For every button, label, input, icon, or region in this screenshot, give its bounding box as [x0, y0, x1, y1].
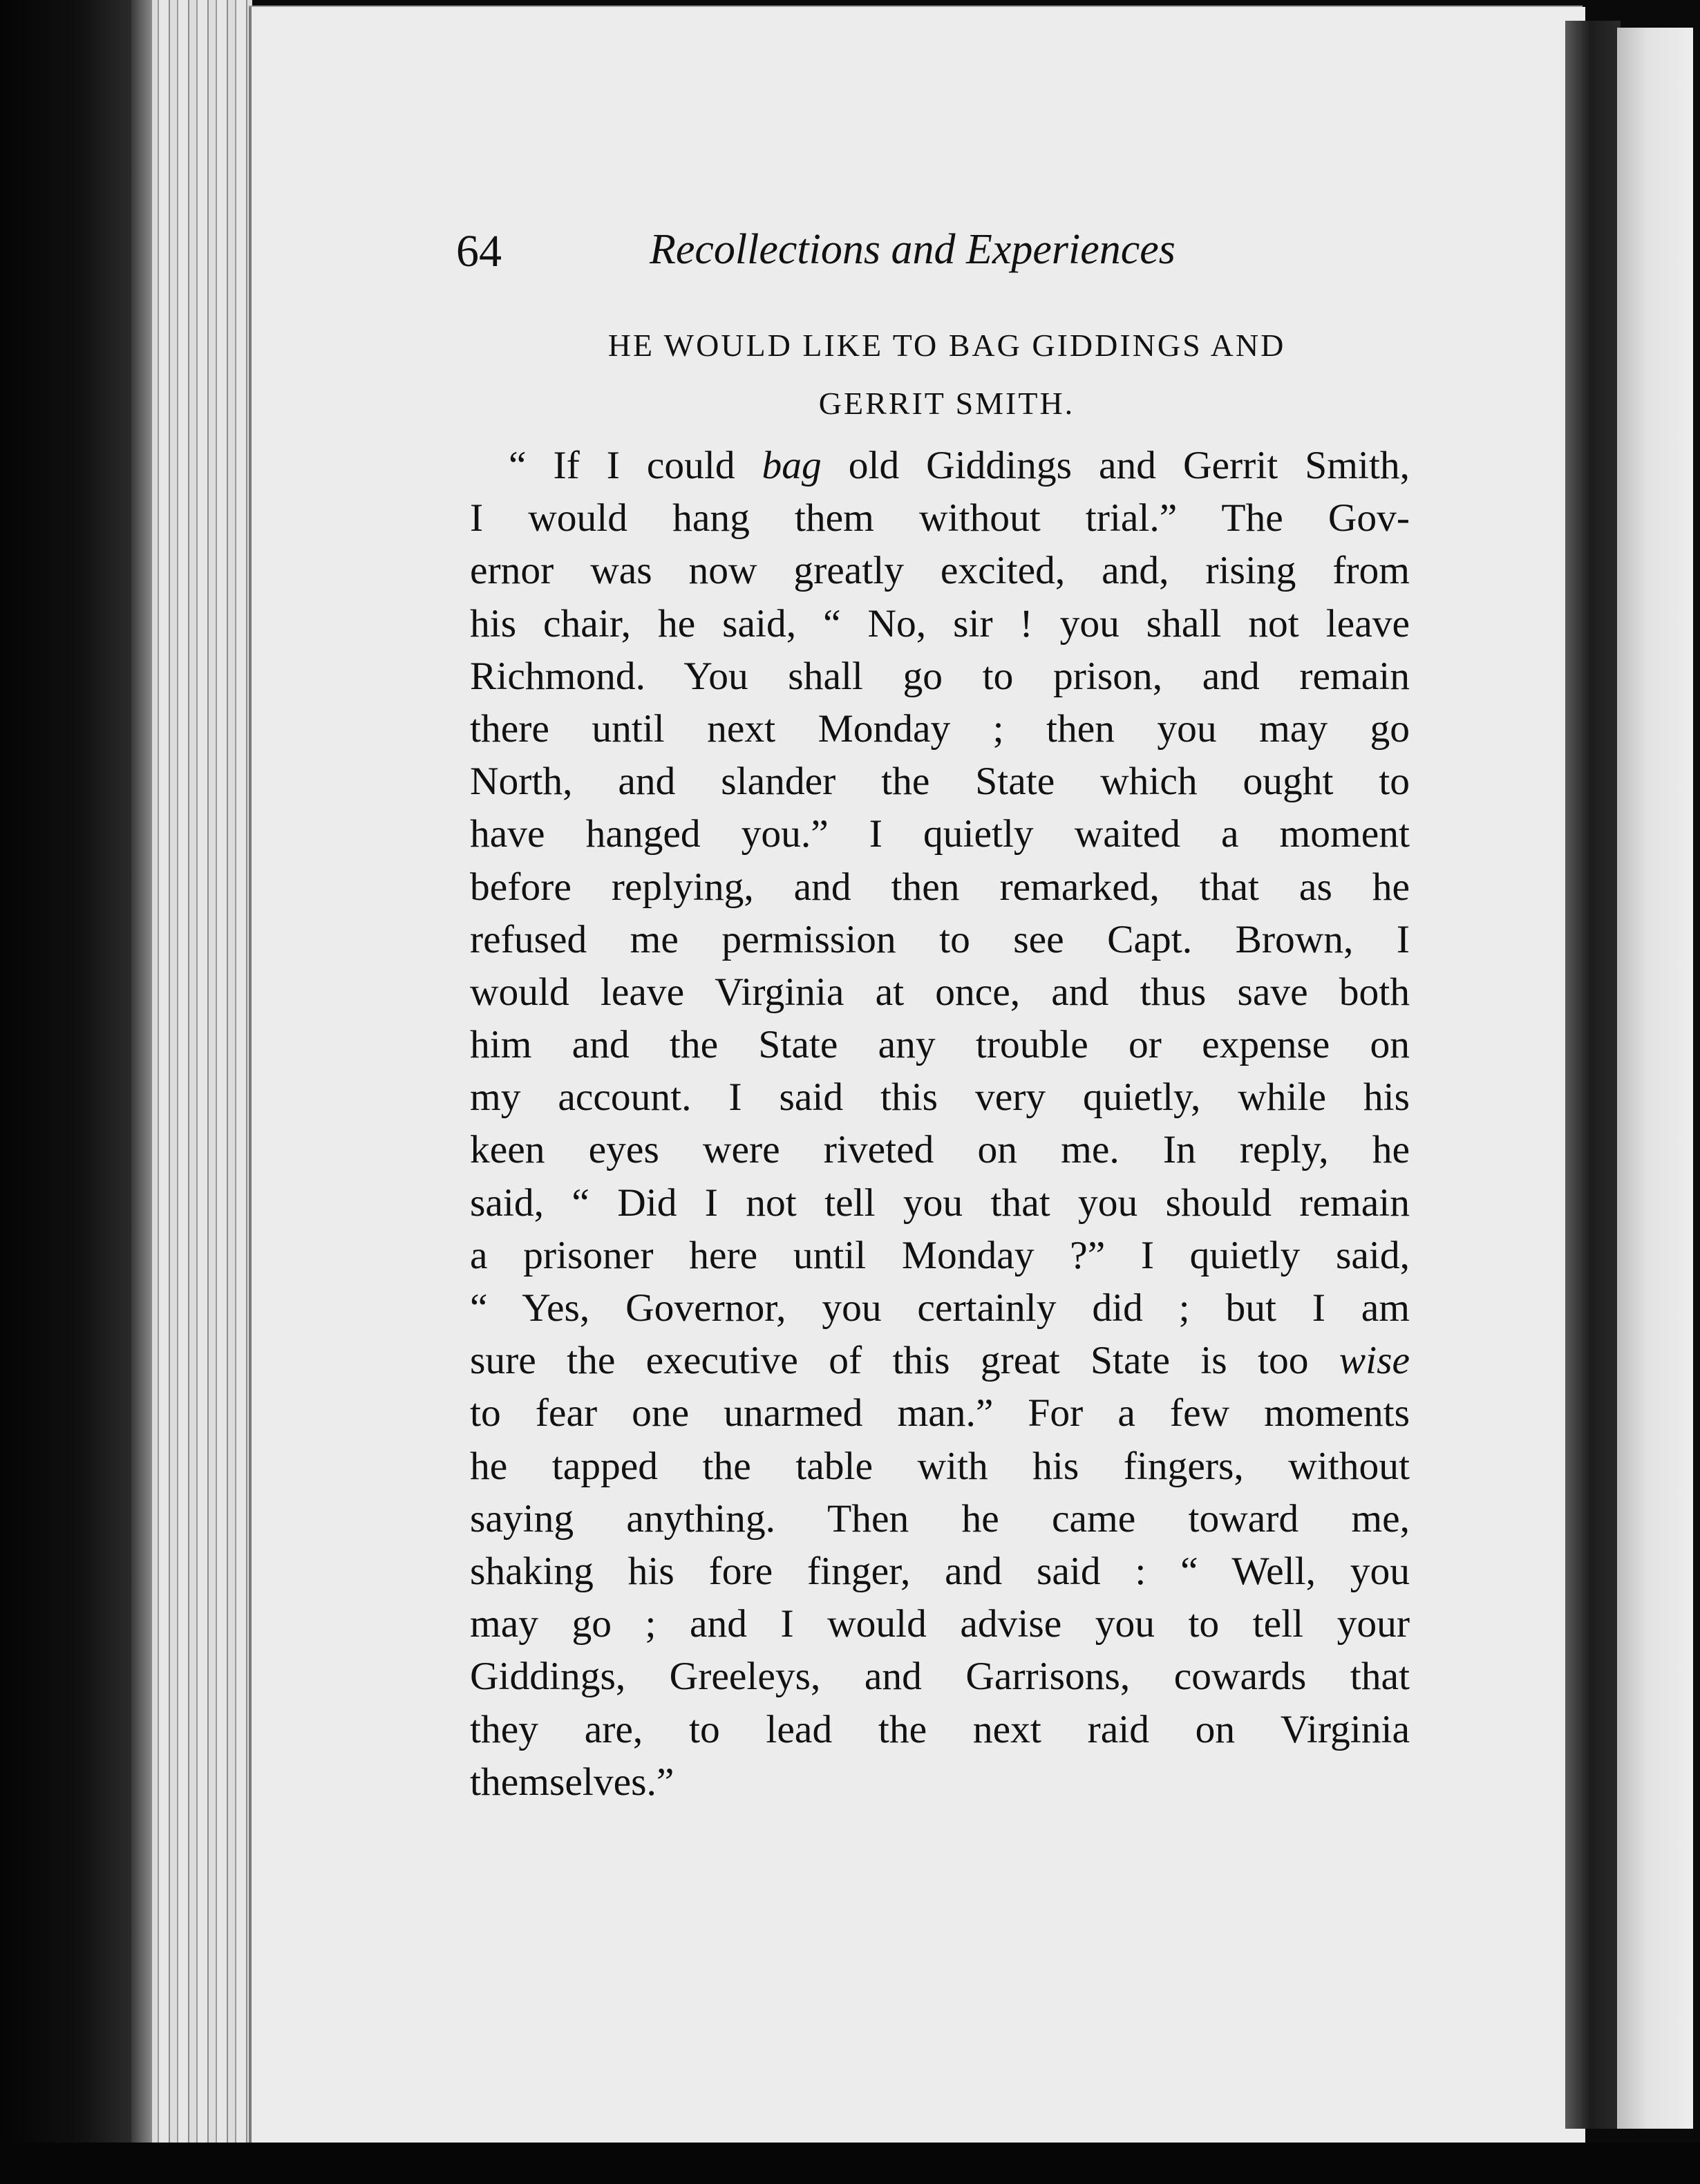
gutter-shadow	[1565, 21, 1621, 2129]
body-line: Richmond. You shall go to prison, and remain	[470, 654, 1410, 698]
body-line: have hanged you.” I quietly waited a moment	[470, 812, 1410, 856]
section-heading-line-2: GERRIT SMITH.	[818, 386, 1075, 421]
body-line: would leave Virginia at once, and thus save both	[470, 970, 1410, 1014]
book-spine-shadow	[0, 0, 131, 2184]
body-line: Giddings, Greeleys, and Garrisons, cowards that	[470, 1655, 1410, 1699]
body-line: keen eyes were riveted on me. In reply, he	[470, 1128, 1410, 1172]
facing-page-edge	[1617, 28, 1693, 2129]
section-heading-line-1: HE WOULD LIKE TO BAG GIDDINGS AND	[607, 328, 1286, 363]
running-title: Recollections and Experiences	[650, 226, 1175, 273]
body-line: he tapped the table with his fingers, without	[470, 1444, 1410, 1488]
body-line: sure the executive of this great State is too wise	[470, 1339, 1410, 1383]
body-line: “ Yes, Governor, you certainly did ; but I am	[470, 1286, 1410, 1330]
body-line: him and the State any trouble or expense on	[470, 1023, 1410, 1067]
body-line: said, “ Did I not tell you that you should remain	[470, 1180, 1410, 1225]
body-line: North, and slander the State which ought to	[470, 760, 1410, 804]
page-number: 64	[456, 226, 502, 276]
body-line: shaking his fore finger, and said : “ Well, you	[470, 1549, 1410, 1593]
scan-bottom-border	[0, 2143, 1700, 2184]
body-text	[470, 440, 1410, 1809]
running-head	[456, 225, 1216, 281]
body-line: “ If I could bag old Giddings and Gerrit Smith,	[509, 444, 1410, 487]
body-line: they are, to lead the next raid on Virginia	[470, 1707, 1410, 1751]
body-line: ernor was now greatly excited, and, rising from	[470, 549, 1410, 593]
section-heading	[484, 317, 1410, 433]
emphasis-word: wise	[1339, 1339, 1410, 1383]
body-line: themselves.”	[470, 1760, 674, 1804]
body-line: before replying, and then remarked, that as he	[470, 865, 1410, 909]
body-line: I would hang them without trial.” The Gov-	[470, 496, 1410, 540]
body-line: there until next Monday ; then you may go	[470, 706, 1410, 751]
page-edges-shadow	[131, 0, 152, 2156]
body-line: refused me permission to see Capt. Brown, I	[470, 917, 1410, 961]
body-line: to fear one unarmed man.” For a few moments	[470, 1391, 1410, 1435]
body-line: saying anything. Then he came toward me,	[470, 1496, 1410, 1541]
body-line: my account. I said this very quietly, while his	[470, 1075, 1410, 1120]
emphasis-word: bag	[762, 444, 822, 487]
body-line: his chair, he said, “ No, sir ! you shall not leave	[470, 601, 1410, 646]
body-line: a prisoner here until Monday ?” I quietly said,	[470, 1233, 1410, 1277]
body-line: may go ; and I would advise you to tell your	[470, 1602, 1410, 1646]
